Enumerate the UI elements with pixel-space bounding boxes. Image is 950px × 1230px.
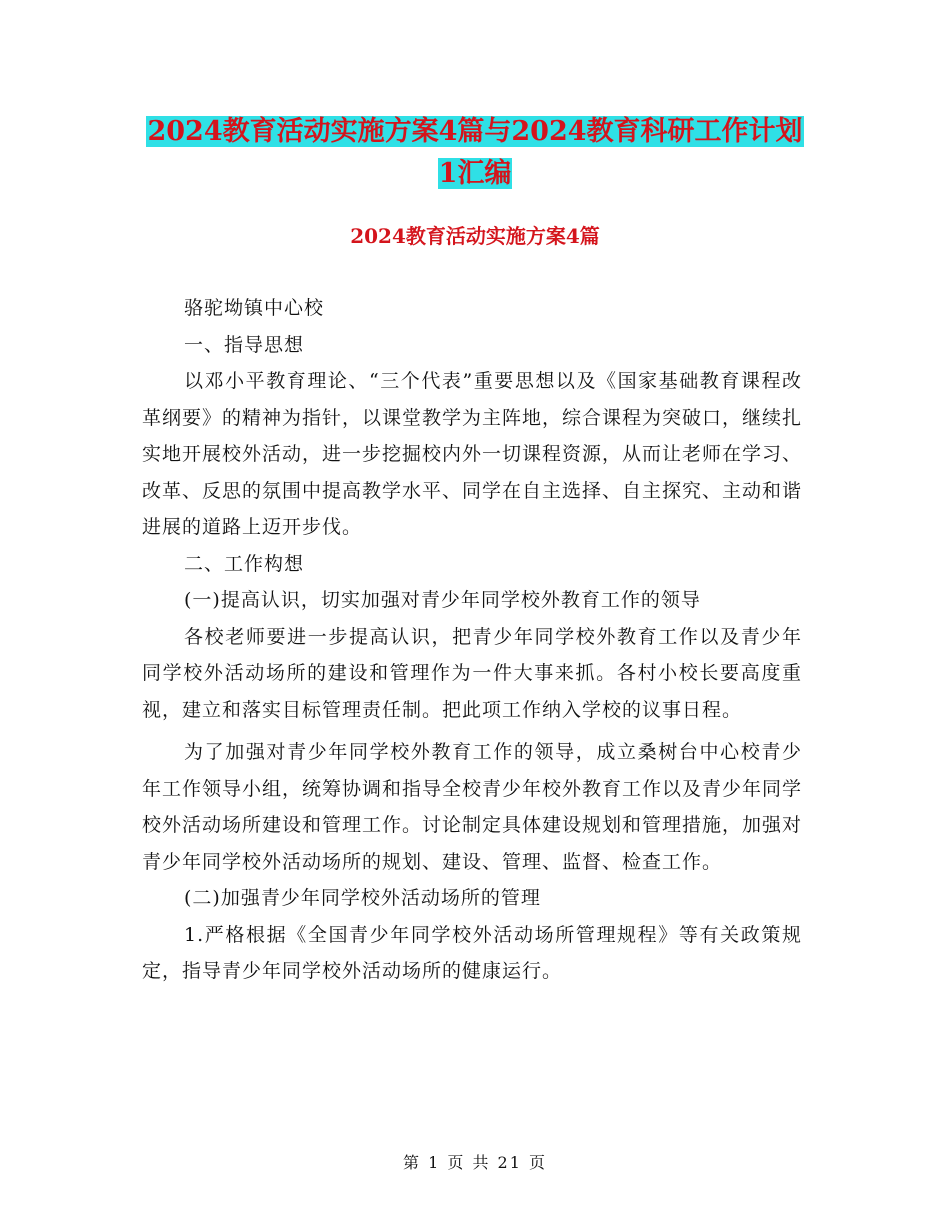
heading-work-plan: 二、工作构想: [184, 552, 305, 575]
subheading-venue-management: (二)加强青少年同学校外活动场所的管理: [184, 887, 541, 909]
title-highlight: 1汇编: [438, 158, 512, 189]
paragraph-leadership-group: 为了加强对青少年同学校外教育工作的领导，成立桑树台中心校青少年工作领导小组，统筹协调和指导全校青少年校外教育工作以及青少年同学校外活动场所建设和管理工作。讨论制定具体建设规划和管理措施，加强对青少年同学校外活动场所的规划、建设、管理、监督、检查工作。: [142, 741, 803, 873]
paragraph-regulations: 1.严格根据《全国青少年同学校外活动场所管理规程》等有关政策规定，指导青少年同学校外活动场所的健康运行。: [142, 923, 802, 982]
section-title: 2024教育活动实施方案4篇: [350, 224, 600, 248]
paragraph-guiding-ideology: 以邓小平教育理论、“三个代表”重要思想以及《国家基础教育课程改革纲要》的精神为指针，以课堂教学为主阵地，综合课程为突破口，继续扎实地开展校外活动，进一步挖掘校内外一切课程资源，从而让老师在学习、改革、反思的氛围中提高教学水平、同学在自主选择、自主探究、主动和谐进展的道路上迈开步伐。: [142, 370, 803, 538]
document-title-line-1: [0, 110, 950, 154]
document-title-line-2: [0, 152, 950, 196]
page-footer: 第 1 页 共 21 页: [403, 1153, 547, 1172]
paragraph-school-name: 骆驼坳镇中心校: [184, 297, 325, 319]
heading-guiding-ideology: 一、指导思想: [184, 333, 305, 356]
document-body: [142, 290, 802, 990]
subheading-raise-awareness: (一)提高认识，切实加强对青少年同学校外教育工作的领导: [184, 589, 701, 611]
title-highlight: 2024教育活动实施方案4篇与2024教育科研工作计划: [147, 116, 803, 147]
paragraph-teachers-awareness: 各校老师要进一步提高认识，把青少年同学校外教育工作以及青少年同学校外活动场所的建设和管理作为一件大事来抓。各村小校长要高度重视，建立和落实目标管理责任制。把此项工作纳入学校的议事日程。: [142, 625, 802, 721]
